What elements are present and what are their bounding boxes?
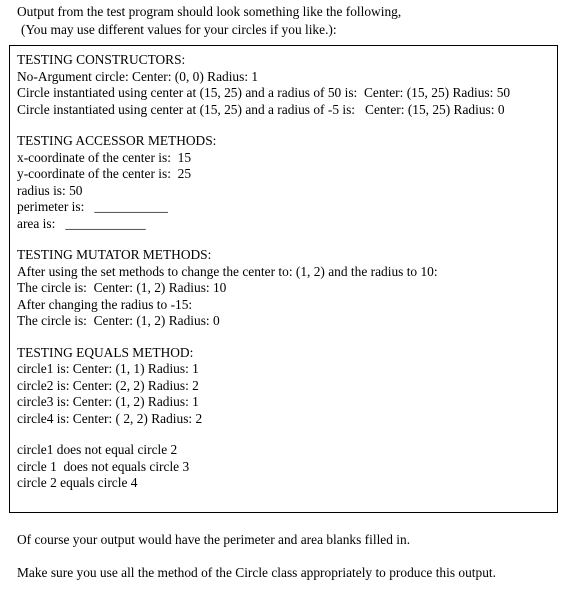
footer-note-2: Make sure you use all the method of the Circle class appropriately to produce this output. — [17, 565, 496, 580]
instructions — [17, 3, 567, 39]
output-line: Circle instantiated using center at (15, 25) and a radius of 50 is: Center: (15, 25) Radius: 50 — [17, 85, 511, 100]
output-line: No-Argument circle: Center: (0, 0) Radius: 1 — [17, 68, 259, 84]
output-line: circle 1 does not equals circle 3 — [17, 458, 190, 474]
mutator-section — [17, 247, 557, 330]
equals-section — [17, 345, 557, 428]
output-line: y-coordinate of the center is: 25 — [17, 166, 192, 181]
footer-note-1: Of course your output would have the perimeter and area blanks filled in. — [17, 532, 411, 547]
output-line: circle1 is: Center: (1, 1) Radius: 1 — [17, 361, 199, 376]
output-line: circle4 is: Center: ( 2, 2) Radius: 2 — [17, 410, 203, 426]
section-heading: TESTING ACCESSOR METHODS: — [17, 133, 217, 148]
output-line: The circle is: Center: (1, 2) Radius: 10 — [17, 280, 227, 295]
area-blank-line: area is: ____________ — [17, 215, 146, 231]
output-line: circle2 is: Center: (2, 2) Radius: 2 — [17, 377, 199, 393]
output-line: circle1 does not equal circle 2 — [17, 442, 178, 457]
output-line: radius is: 50 — [17, 182, 83, 198]
instructions-line-2: (You may use different values for your circles if you like.): — [21, 22, 337, 37]
output-line: After changing the radius to -15: — [17, 296, 193, 312]
output-line: circle 2 equals circle 4 — [17, 475, 138, 490]
output-line: circle3 is: Center: (1, 2) Radius: 1 — [17, 394, 199, 409]
section-heading: TESTING MUTATOR METHODS: — [17, 247, 212, 262]
section-heading: TESTING CONSTRUCTORS: — [17, 52, 186, 67]
output-line: The circle is: Center: (1, 2) Radius: 0 — [17, 313, 220, 328]
accessor-section — [17, 133, 557, 232]
sample-output-box — [9, 45, 558, 513]
section-heading: TESTING EQUALS METHOD: — [17, 344, 194, 360]
output-line: Circle instantiated using center at (15, 25) and a radius of -5 is: Center: (15, 25) Radius: 0 — [17, 101, 505, 117]
constructors-section — [17, 52, 557, 118]
output-line: x-coordinate of the center is: 15 — [17, 149, 192, 165]
comparison-results-section — [17, 442, 557, 492]
instructions-line-1: Output from the test program should look something like the following, — [17, 4, 402, 19]
output-line: After using the set methods to change the center to: (1, 2) and the radius to 10: — [17, 263, 438, 279]
perimeter-blank-line: perimeter is: ___________ — [17, 199, 168, 214]
